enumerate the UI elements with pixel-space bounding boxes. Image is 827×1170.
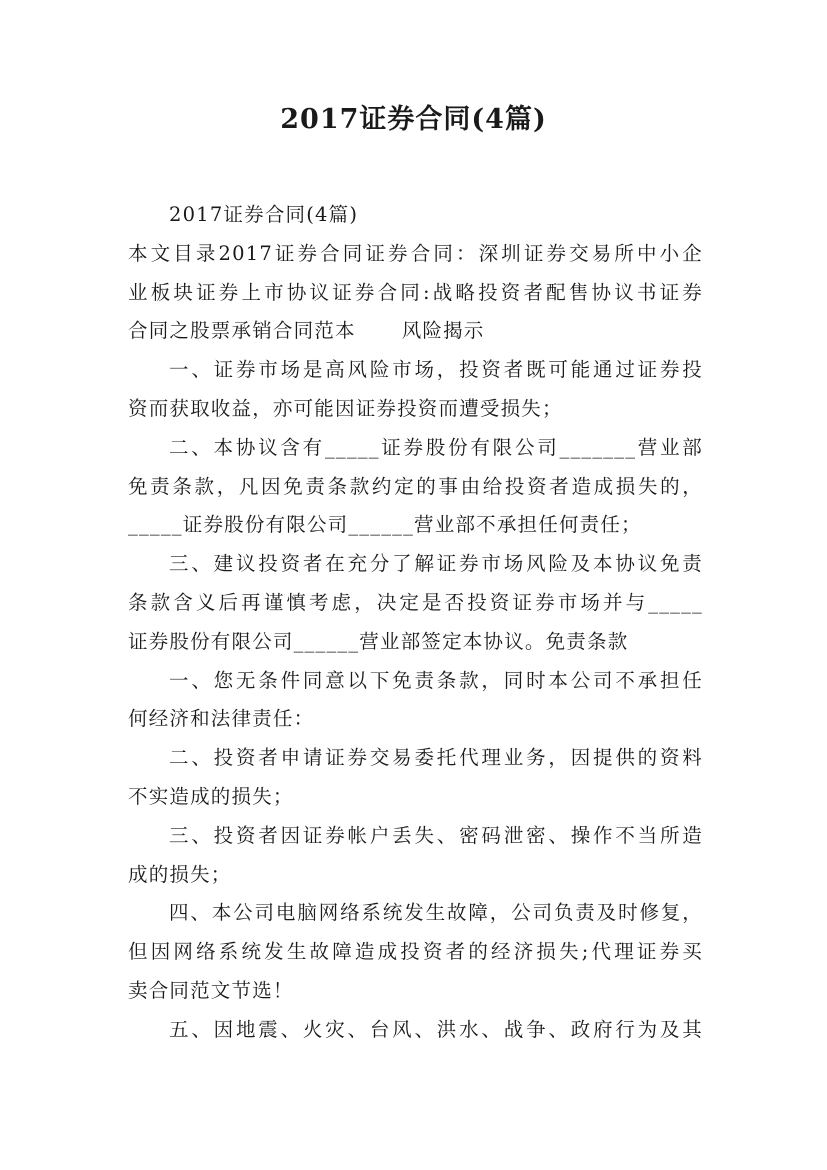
risk-disclosure-heading: 风险揭示 (401, 319, 485, 343)
paragraph-line: 二、本协议含有_____证券股份有限公司_______营业部 (169, 435, 703, 459)
paragraph-line: 三、建议投资者在充分了解证券市场风险及本协议免责 (169, 552, 703, 576)
paragraph-line: 不实造成的损失； (128, 784, 294, 808)
paragraph-line: 何经济和法律责任： (128, 707, 315, 731)
paragraph-line: 资而获取收益，亦可能因证券投资而遭受损失； (128, 396, 563, 420)
paragraph-line: 成的损失； (128, 862, 232, 886)
paragraph-line: 二、投资者申请证券交易委托代理业务，因提供的资料 (169, 746, 703, 770)
paragraph-line: _____证券股份有限公司______营业部不承担任何责任； (128, 513, 642, 537)
document-body (128, 196, 703, 1050)
paragraph-line: 2017证券合同(4篇) (169, 203, 359, 226)
paragraph-line: 本文目录2017证券合同证券合同：深圳证券交易所中小企 (128, 241, 703, 265)
paragraph-line: 一、您无条件同意以下免责条款，同时本公司不承担任 (169, 668, 703, 692)
paragraph-line: 但因网络系统发生故障造成投资者的经济损失;代理证券买 (128, 940, 703, 964)
paragraph-line (128, 312, 703, 351)
contract-template-text: 合同之股票承销合同范本 (128, 319, 356, 343)
paragraph-line: 三、投资者因证券帐户丢失、密码泄密、操作不当所造 (169, 823, 703, 847)
paragraph-line: 五、因地震、火灾、台风、洪水、战争、政府行为及其 (169, 1017, 703, 1041)
document-title: 2017证券合同(4篇) (280, 104, 547, 135)
paragraph-line: 卖合同范文节选！ (128, 978, 294, 1002)
paragraph-line: 证券股份有限公司______营业部签定本协议。免责条款 (128, 629, 629, 653)
paragraph-line: 四、本公司电脑网络系统发生故障，公司负责及时修复， (169, 901, 703, 925)
paragraph-line: 免责条款，凡因免责条款约定的事由给投资者造成损失的， (128, 474, 703, 498)
paragraph-line: 一、证券市场是高风险市场，投资者既可能通过证券投 (169, 358, 703, 382)
paragraph-line: 业板块证券上市协议证券合同:战略投资者配售协议书证券 (128, 280, 703, 304)
paragraph-line: 条款含义后再谨慎考虑，决定是否投资证券市场并与_____ (128, 590, 703, 614)
